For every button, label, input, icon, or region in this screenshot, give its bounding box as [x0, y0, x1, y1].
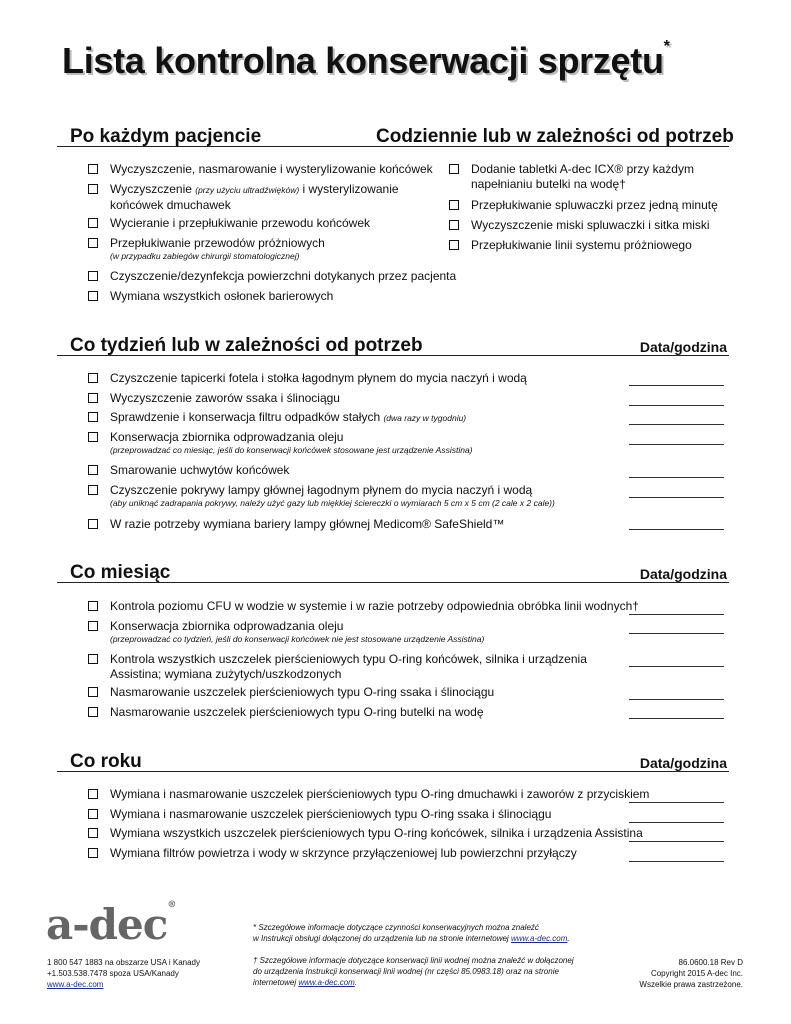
item-text-part: Dodanie tabletki A-dec ICX® przy każdym — [471, 162, 694, 176]
section-divider — [57, 355, 729, 356]
a-dec-logo: a-dec® — [46, 900, 176, 949]
item-text-part: Wymiana i nasmarowanie uszczelek pierścieniowych typu O-ring dmuchawki i zaworów z przyciskiem — [110, 787, 650, 801]
item-text-part: Konserwacja zbiornika odprowadzania oleju — [110, 619, 344, 633]
date-time-field[interactable] — [629, 699, 724, 700]
weekly-item-text — [110, 410, 466, 426]
copyright: Copyright 2015 A-dec Inc. — [650, 969, 743, 978]
item-text-part: Wymiana filtrów powietrza i wody w skrzynce przyłączeniowej lub powierzchni przyłączy — [110, 846, 577, 860]
weekly-item-text — [110, 517, 504, 532]
item-text-part: Czyszczenie tapicerki fotela i stołka łagodnym płynem do mycia naczyń i wodą — [110, 371, 527, 385]
item-text-line2: Assistina; wymiana zużytych/uszkodzonych — [110, 667, 342, 681]
checkbox[interactable] — [449, 240, 459, 250]
item-note: (przy użyciu ultradźwięków) — [195, 185, 300, 195]
after-patient-item-text — [110, 162, 433, 177]
section-divider — [57, 146, 729, 147]
after-each-patient-heading: Po każdym pacjencie — [70, 126, 262, 147]
monthly-item-text — [110, 619, 343, 634]
after-patient-item-text — [110, 216, 370, 231]
item-text-part: Wyczyszczenie zaworów ssaka i ślinociągu — [110, 391, 340, 405]
daily-item-text — [471, 238, 692, 253]
date-time-field[interactable] — [629, 444, 724, 445]
after-patient-item-text — [110, 182, 399, 213]
monthly-item-text — [110, 652, 587, 682]
item-text-part: Czyszczenie/dezynfekcja powierzchni dotykanych przez pacjenta — [110, 269, 457, 283]
item-text-part: Wymiana i nasmarowanie uszczelek pierścieniowych typu O-ring ssaka i ślinociągu — [110, 807, 552, 821]
weekly-item-subnote: (przeprowadzać co miesiąc, jeśli do konserwacji końcówek stosowane jest urządzenie Assistina) — [110, 445, 473, 455]
item-text-part: Czyszczenie pokrywy lampy głównej łagodnym płynem do mycia naczyń i wodą — [110, 483, 533, 497]
weekly-date-label: Data/godzina — [639, 339, 727, 355]
section-divider — [57, 771, 729, 772]
checkbox[interactable] — [88, 184, 98, 194]
date-time-field[interactable] — [629, 666, 724, 667]
weekly-item-text — [110, 463, 289, 478]
item-text-part: Wymiana wszystkich osłonek barierowych — [110, 289, 334, 303]
checkbox[interactable] — [88, 789, 98, 799]
footnote-2-link[interactable]: www.a-dec.com — [298, 978, 355, 987]
checkbox[interactable] — [449, 220, 459, 230]
yearly-heading: Co roku — [70, 751, 142, 772]
date-time-field[interactable] — [629, 633, 724, 634]
checkbox[interactable] — [88, 848, 98, 858]
yearly-date-label: Data/godzina — [639, 755, 727, 771]
date-time-field[interactable] — [629, 497, 724, 498]
weekly-item-text — [110, 371, 527, 386]
item-text-part: Wyczyszczenie — [110, 182, 196, 196]
checkbox[interactable] — [88, 621, 98, 631]
item-text-part: Smarowanie uchwytów końcówek — [110, 463, 290, 477]
item-text-part: Wycieranie i przepłukiwanie przewodu końcówek — [110, 216, 371, 230]
after-patient-item-text — [110, 269, 456, 284]
item-text-part: Konserwacja zbiornika odprowadzania oleju — [110, 430, 344, 444]
checkbox[interactable] — [88, 238, 98, 248]
yearly-item-text — [110, 826, 643, 841]
item-text-part: i wysterylizowanie — [299, 182, 399, 196]
item-text-part: Przepłukiwanie spluwaczki przez jedną minutę — [471, 198, 718, 212]
checkbox[interactable] — [88, 373, 98, 383]
item-text-part: Kontrola wszystkich uszczelek pierścieniowych typu O-ring końcówek, silnika i urządzenia — [110, 652, 587, 666]
monthly-item-subnote: (przeprowadzać co tydzień, jeśli do konserwacji końcówek nie jest stosowane urządzenie Assistina) — [110, 634, 485, 644]
checkbox[interactable] — [88, 164, 98, 174]
checkbox[interactable] — [88, 291, 98, 301]
footnote-2: † Szczegółowe informacje dotyczące konserwacji linii wodnej można znaleźć w dołączonej do urządzenia Instrukcji konserwacji linii wodnej (nr części 85.0983.18) oraz na stronie internetowej www.a-dec.com. — [253, 956, 574, 987]
checkbox[interactable] — [88, 393, 98, 403]
phone-intl: +1.503.538.7478 spoza USA/Kanady — [47, 969, 179, 978]
item-note: (dwa razy w tygodniu) — [383, 413, 467, 423]
page-title: Lista kontrolna konserwacji sprzętu* — [62, 38, 670, 81]
date-time-field[interactable] — [629, 861, 724, 862]
after-patient-item-subnote: (w przypadku zabiegów chirurgii stomatologicznej) — [110, 251, 300, 261]
monthly-item-text — [110, 599, 639, 614]
weekly-item-subnote: (aby uniknąć zadrapania pokrywy, należy użyć gazy lub miękkiej ściereczki o wymiarach 5 cm x 5 cm (2 cale x 2 cale)) — [110, 498, 555, 508]
checkbox[interactable] — [88, 218, 98, 228]
item-text-line2: końcówek dmuchawek — [110, 198, 231, 212]
monthly-item-text — [110, 685, 494, 700]
checkbox[interactable] — [88, 707, 98, 717]
checkbox[interactable] — [88, 519, 98, 529]
item-text-part: Wyczyszczenie miski spluwaczki i sitka miski — [471, 218, 710, 232]
yearly-item-text — [110, 807, 551, 822]
item-text-part: Przepłukiwanie linii systemu próżniowego — [471, 238, 692, 252]
item-text-part: Nasmarowanie uszczelek pierścieniowych typu O-ring ssaka i ślinociągu — [110, 685, 495, 699]
checkbox[interactable] — [88, 687, 98, 697]
date-time-field[interactable] — [629, 841, 724, 842]
daily-item-text — [471, 198, 718, 213]
weekly-item-text — [110, 391, 340, 406]
website-link[interactable]: www.a-dec.com — [47, 980, 104, 989]
monthly-date-label: Data/godzina — [639, 566, 727, 582]
checkbox[interactable] — [88, 485, 98, 495]
date-time-field[interactable] — [629, 405, 724, 406]
checkbox[interactable] — [449, 200, 459, 210]
date-time-field[interactable] — [629, 385, 724, 386]
date-time-field[interactable] — [629, 529, 724, 530]
yearly-item-text — [110, 846, 577, 861]
item-text-part: W razie potrzeby wymiana bariery lampy głównej Medicom® SafeShield™ — [110, 517, 505, 531]
checkbox[interactable] — [449, 164, 459, 174]
item-text-part: Sprawdzenie i konserwacja filtru odpadków stałych — [110, 410, 384, 424]
date-time-field[interactable] — [629, 424, 724, 425]
checkbox[interactable] — [88, 465, 98, 475]
daily-item-text — [471, 162, 694, 192]
doc-number: 86.0600.18 Rev D — [678, 958, 743, 967]
item-text-part: Przepłukiwanie przewodów próżniowych — [110, 236, 325, 250]
checkbox[interactable] — [88, 432, 98, 442]
item-text-part: Kontrola poziomu CFU w wodzie w systemie i w razie potrzeby odpowiednia obróbka linii wodnych† — [110, 599, 639, 613]
weekly-item-text — [110, 483, 532, 498]
after-patient-item-text — [110, 236, 325, 251]
footnote-1-link[interactable]: www.a-dec.com — [510, 934, 568, 943]
checkbox[interactable] — [88, 654, 98, 664]
date-time-field[interactable] — [629, 477, 724, 478]
item-text-part: Wyczyszczenie, nasmarowanie i wysterylizowanie końcówek — [110, 162, 433, 176]
daily-heading: Codziennie lub w zależności od potrzeb — [376, 126, 734, 147]
checkbox[interactable] — [88, 809, 98, 819]
checkbox[interactable] — [88, 412, 98, 422]
daily-item-text — [471, 218, 710, 233]
section-divider — [57, 582, 729, 583]
monthly-item-text — [110, 705, 484, 720]
date-time-field[interactable] — [629, 822, 724, 823]
rights-reserved: Wszelkie prawa zastrzeżone. — [639, 980, 743, 989]
yearly-item-text — [110, 787, 649, 802]
date-time-field[interactable] — [629, 718, 724, 719]
footnote-1: * Szczegółowe informacje dotyczące czynności konserwacyjnych można znaleźć w Instrukcji obsługi dołączonej do urządzenia lub na stronie internetowej www.a-dec.com. — [253, 923, 570, 943]
date-time-field[interactable] — [629, 614, 724, 615]
phone-us: 1 800 547 1883 na obszarze USA i Kanady — [47, 958, 200, 967]
weekly-item-text — [110, 430, 343, 445]
monthly-heading: Co miesiąc — [70, 562, 171, 583]
item-text-part: Nasmarowanie uszczelek pierścieniowych typu O-ring butelki na wodę — [110, 705, 484, 719]
item-text-line2: napełnianiu butelki na wodę† — [471, 177, 626, 191]
checkbox[interactable] — [88, 271, 98, 281]
checkbox[interactable] — [88, 828, 98, 838]
document-info — [639, 957, 743, 990]
weekly-heading: Co tydzień lub w zależności od potrzeb — [70, 335, 423, 356]
after-patient-item-text — [110, 289, 333, 304]
item-text-part: Wymiana wszystkich uszczelek pierścieniowych typu O-ring końcówek, silnika i urządzenia Assistina — [110, 826, 643, 840]
date-time-field[interactable] — [629, 802, 724, 803]
checkbox[interactable] — [88, 601, 98, 611]
